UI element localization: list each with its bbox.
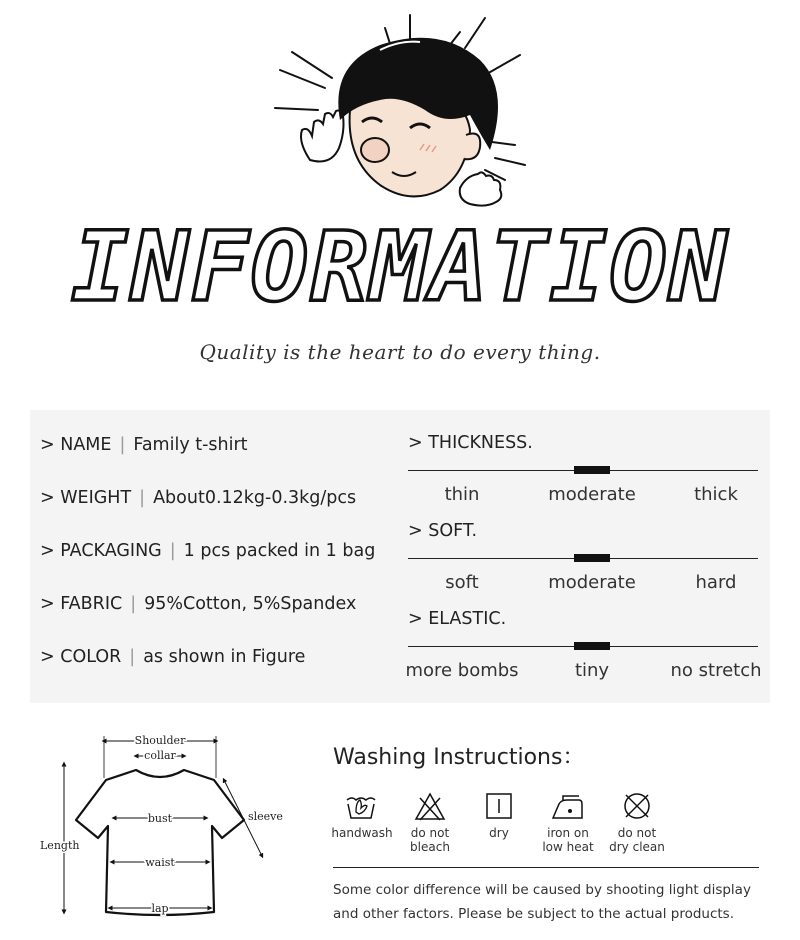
mascot-illustration: [270, 10, 530, 220]
information-title: [0, 222, 800, 332]
scale-thickness-marker: [574, 466, 610, 474]
wash-label: handwash: [331, 826, 393, 840]
spec-key: > NAME: [40, 435, 112, 455]
color-difference-note: Some color difference will be caused by shooting light display and other factors. Please be subject to the actual products.: [333, 882, 751, 922]
scale-soft-label: > SOFT.: [408, 521, 478, 541]
tagline: Quality is the heart to do every thing.: [199, 340, 601, 364]
spec-value: Family t-shirt: [133, 435, 248, 455]
scale-option: thick: [694, 484, 738, 505]
spec-key: > WEIGHT: [40, 488, 132, 508]
scale-thickness-label: > THICKNESS.: [408, 433, 533, 453]
spec-key: > FABRIC: [40, 594, 123, 614]
length-label: Length: [40, 839, 80, 852]
scale-option: no stretch: [670, 660, 762, 681]
wash-label: iron on low heat: [542, 826, 594, 854]
do-not-bleach-icon: [413, 790, 447, 824]
spec-weight: > WEIGHT | About0.12kg-0.3kg/pcs: [40, 488, 357, 508]
scale-option: more bombs: [405, 660, 519, 681]
dry-icon: [482, 790, 516, 824]
divider: [333, 867, 759, 868]
sleeve-label: sleeve: [248, 810, 283, 823]
washing-title: Washing Instructions：: [333, 745, 585, 770]
shoulder-label: Shoulder: [134, 734, 186, 747]
scale-option: moderate: [548, 484, 636, 505]
scale-option: soft: [445, 572, 479, 593]
spec-value: 1 pcs packed in 1 bag: [183, 541, 376, 561]
wash-label: do not bleach: [410, 826, 450, 854]
do-not-dry-clean-icon: [620, 790, 654, 824]
scale-soft-marker: [574, 554, 610, 562]
scale-option: tiny: [574, 660, 610, 681]
spec-value: as shown in Figure: [143, 647, 306, 667]
spec-key: > COLOR: [40, 647, 122, 667]
handwash-icon: [344, 790, 378, 824]
spec-key: > PACKAGING: [40, 541, 162, 561]
size-chart-diagram: [36, 732, 296, 922]
lap-label: lap: [151, 902, 169, 915]
bust-label: bust: [147, 812, 173, 825]
waist-label: waist: [145, 856, 175, 869]
spec-fabric: > FABRIC | 95%Cotton, 5%Spandex: [40, 594, 357, 614]
spec-value: 95%Cotton, 5%Spandex: [144, 594, 357, 614]
wash-label: dry: [489, 826, 509, 840]
title-text: INFORMATION: [71, 222, 729, 323]
spec-value: About0.12kg-0.3kg/pcs: [153, 488, 357, 508]
scale-option: thin: [444, 484, 480, 505]
spec-packaging: > PACKAGING | 1 pcs packed in 1 bag: [40, 541, 376, 561]
spec-name: > NAME | Family t-shirt: [40, 435, 248, 455]
scale-elastic-marker: [574, 642, 610, 650]
iron-low-heat-icon: [551, 790, 585, 824]
scale-option: moderate: [548, 572, 636, 593]
scale-elastic-label: > ELASTIC.: [408, 609, 507, 629]
spec-color: > COLOR | as shown in Figure: [40, 647, 306, 667]
scale-option: hard: [695, 572, 737, 593]
wash-label: do not dry clean: [609, 826, 665, 854]
collar-label: collar: [144, 749, 176, 762]
